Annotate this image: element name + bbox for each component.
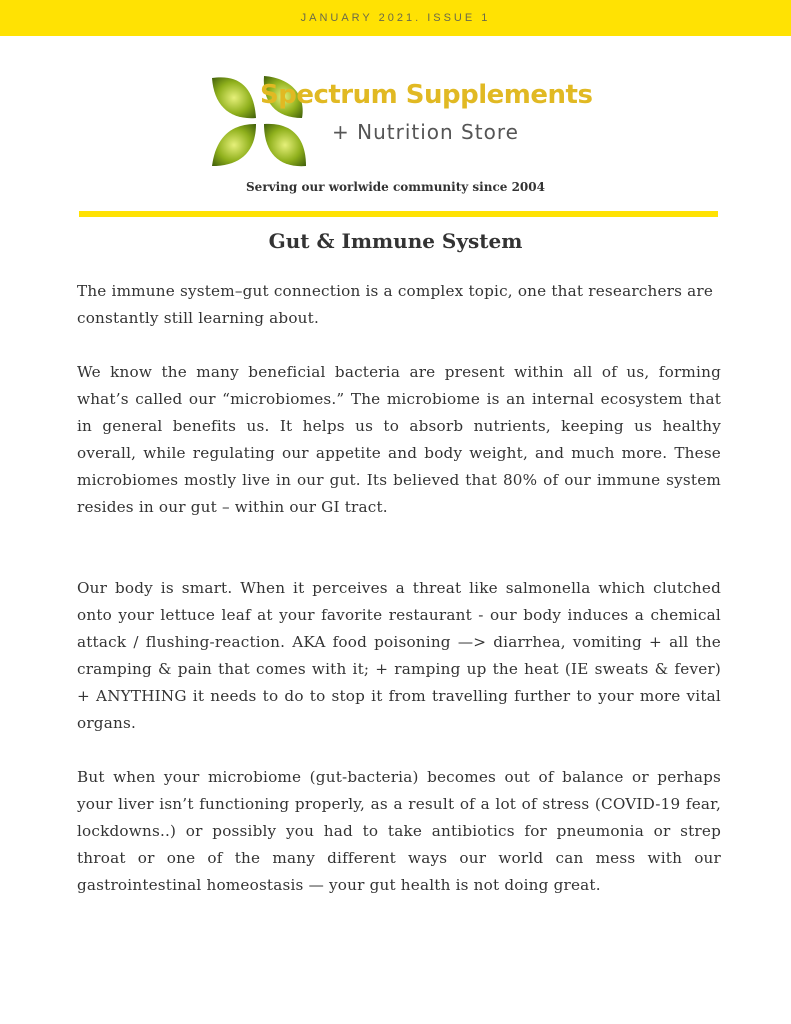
paragraph-1: The immune system–gut connection is a complex topic, one that researchers are constantly still learning about. — [77, 282, 714, 327]
tagline: Serving our worlwide community since 2004 — [246, 180, 545, 194]
issue-banner — [0, 0, 791, 36]
paragraph-3: Our body is smart. When it perceives a threat like salmonella which clutched onto your lettuce leaf at your favorite restaurant - our body induces a chemical attack / flushing-reaction. AKA food poisoning —> diarrhea, vomiting + all the cramping & pain that comes with it; + ramping up the heat (IE sweats & fever) + ANYTHING it needs to do to stop it from travelling further to your more vital organs. — [77, 579, 721, 732]
store-subtitle: + Nutrition Store — [332, 120, 519, 144]
divider — [79, 211, 718, 217]
store-logo — [210, 74, 593, 169]
article-title: Gut & Immune System — [268, 229, 523, 253]
brand-name: Spectrum Supplements — [260, 80, 593, 110]
paragraph-2: We know the many beneficial bacteria are present within all of us, forming what’s called our “microbiomes.” The microbiome is an internal ecosystem that in general benefits us. It helps us to absorb nutrients, keeping us healthy overall, while regulating our appetite and body weight, and much more. These microbiomes mostly live in our gut. Its believed that 80% of our immune system resides in our gut – within our GI tract. — [77, 363, 721, 516]
paragraph-4: But when your microbiome (gut-bacteria) becomes out of balance or perhaps your liver isn’t functioning properly, as a result of a lot of stress (COVID-19 fear, lockdowns..) or possibly you had to take antibiotics for pneumonia or strep throat or one of the many different ways our world can mess with our gastrointestinal homeostasis — your gut health is not doing great. — [77, 768, 721, 894]
issue-label: JANUARY 2021. ISSUE 1 — [300, 12, 491, 24]
